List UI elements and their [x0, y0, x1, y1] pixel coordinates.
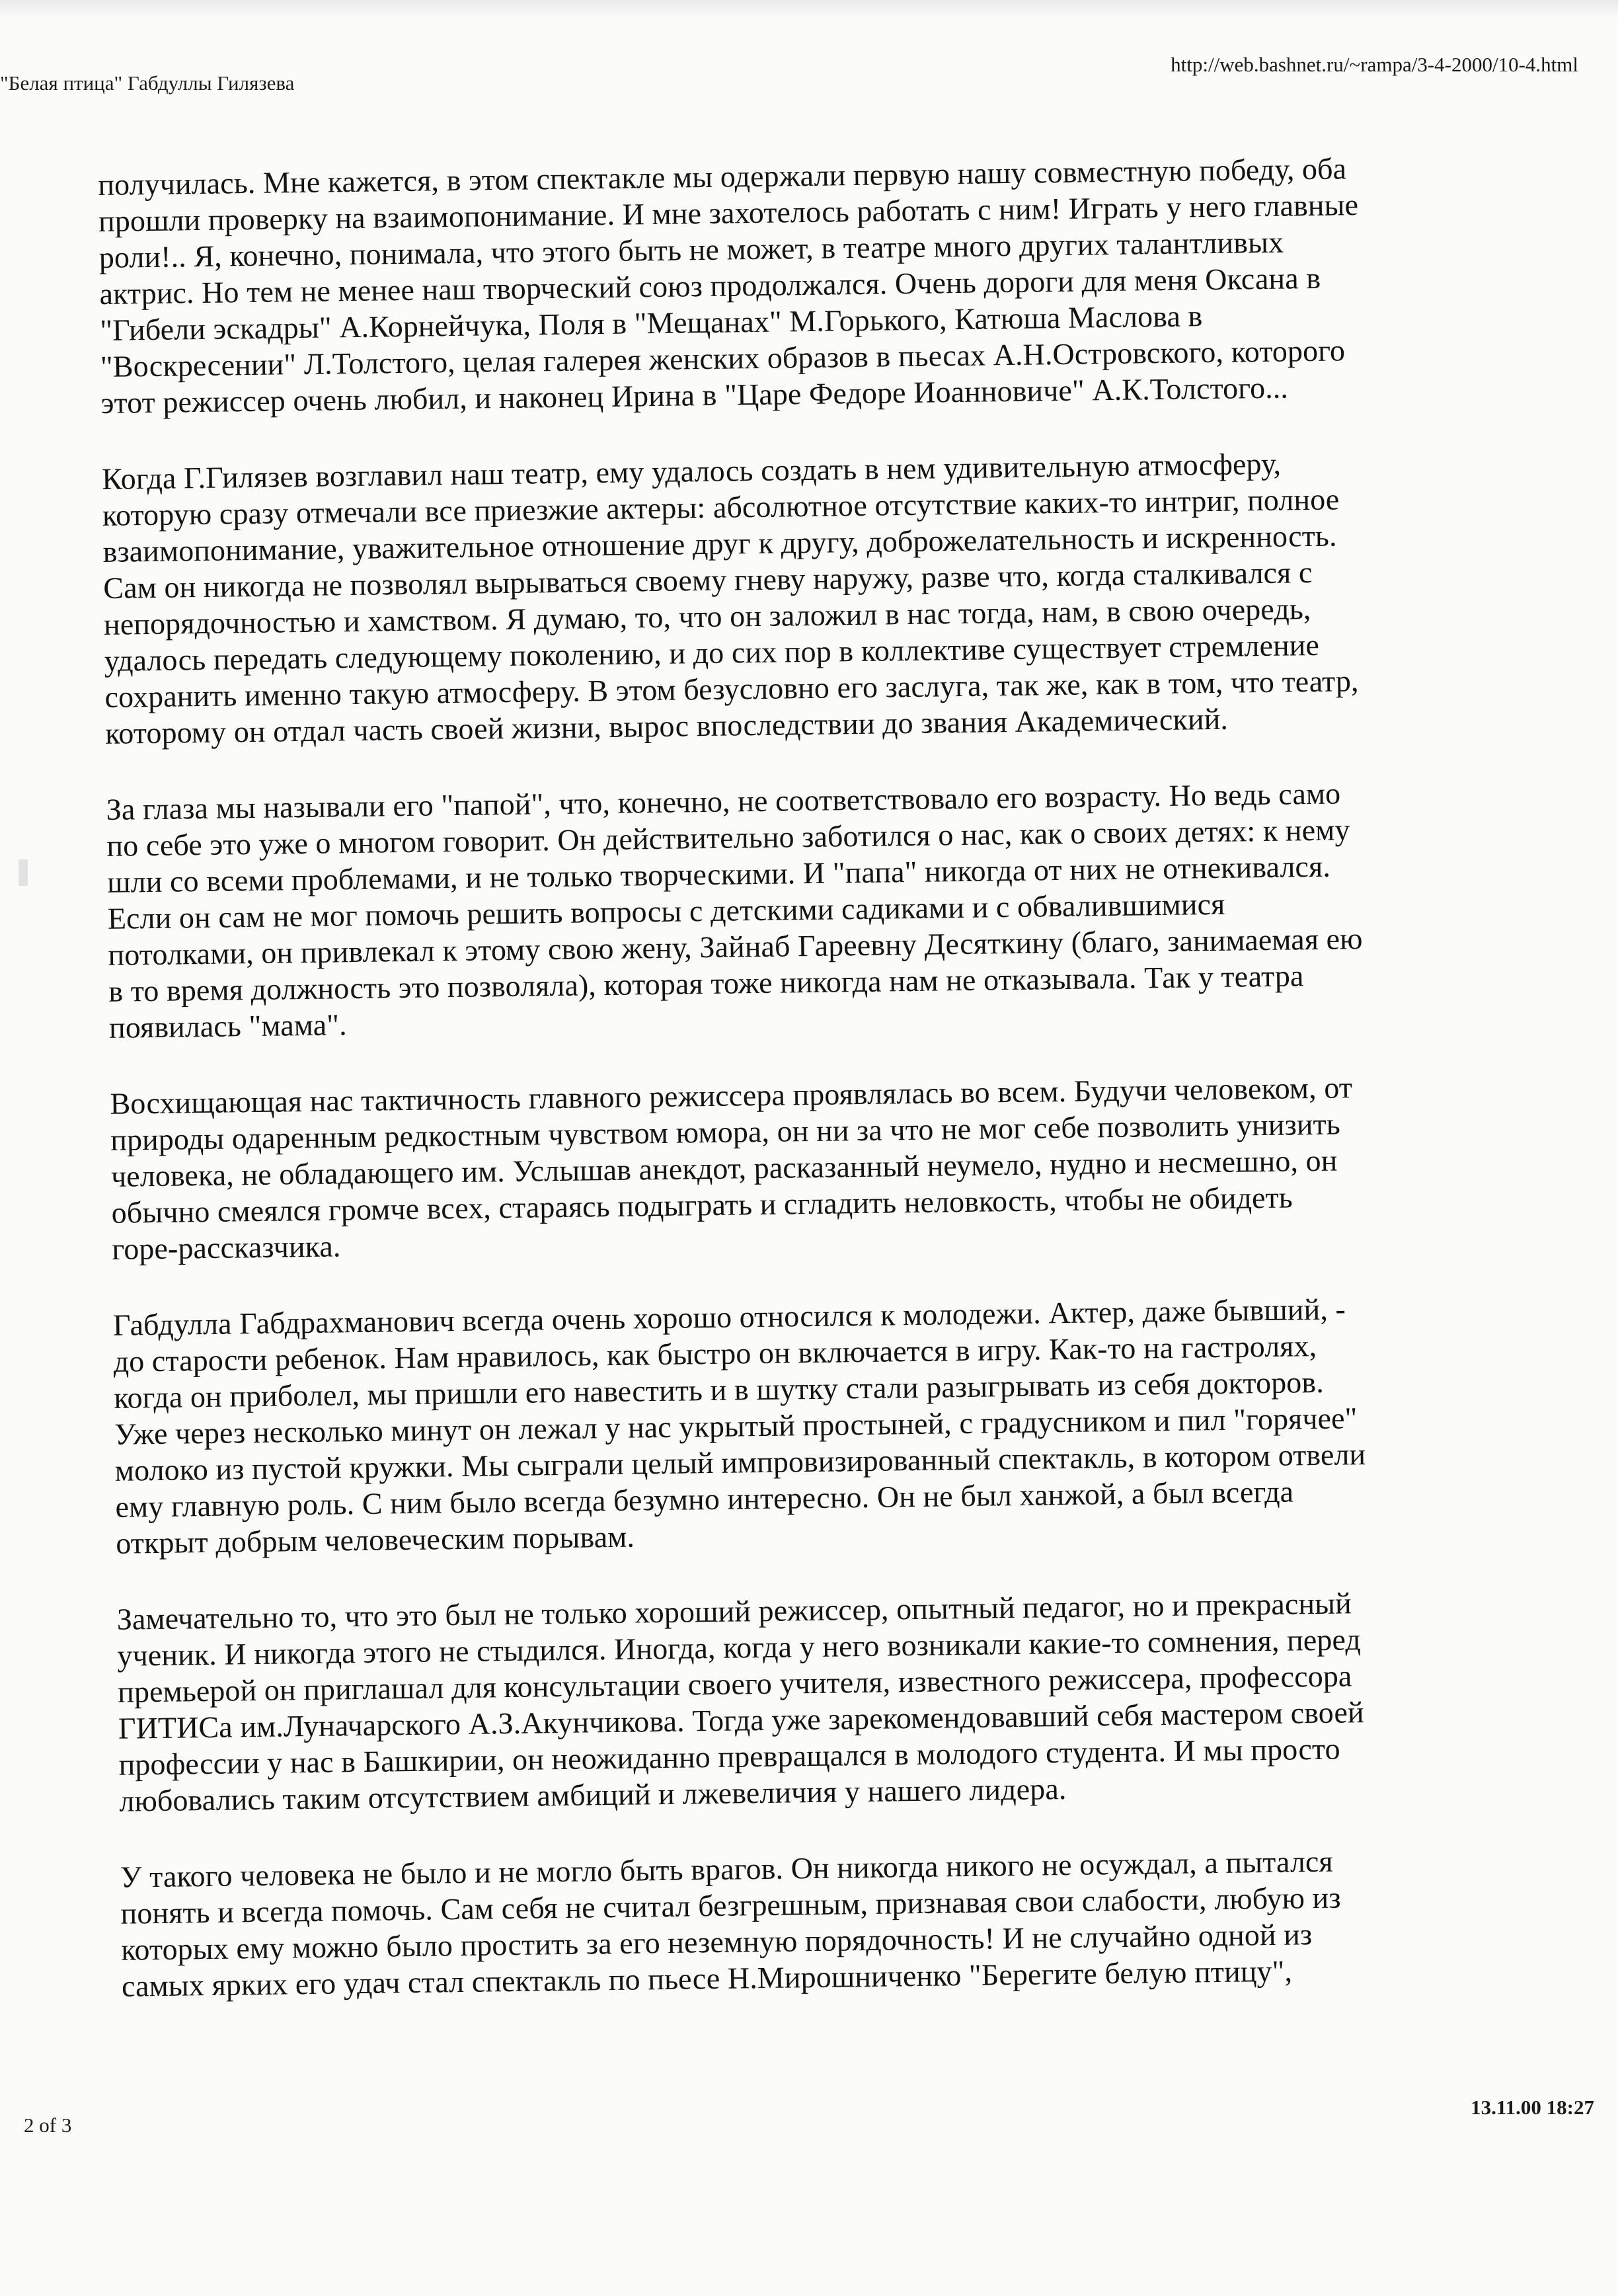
paragraph [102, 443, 1481, 752]
text-line: взаимопонимание, уважительное отношение друг к другу, доброжелательность и искренность. [102, 518, 1337, 569]
text-line: прошли проверку на взаимопонимание. И мне захотелось работать с ним! Играть у него главные [98, 188, 1359, 238]
print-datetime: 13.11.00 18:27 [1471, 2096, 1594, 2119]
text-line: актрис. Но тем не менее наш творческий союз продолжался. Очень дороги для меня Оксана в [99, 260, 1321, 311]
text-line: по себе это уже о многом говорит. Он действительно заботился о нас, как о своих детях: к нему [106, 812, 1350, 863]
text-line: Замечательно то, что это был не только хороший режиссер, опытный педагог, но и прекрасный [116, 1586, 1352, 1636]
text-line: За глаза мы называли его "папой", что, конечно, не соответствовало его возрасту. Но ведь само [106, 776, 1341, 826]
text-line: Габдулла Габдрахманович всегда очень хорошо относился к молодежи. Актер, даже бывший, - [112, 1292, 1346, 1342]
text-line: молоко из пустой кружки. Мы сыграли целый импровизированный спектакль, в котором отвели [114, 1437, 1366, 1487]
text-line: обычно смеялся громче всех, стараясь подыграть и сгладить неловкость, чтобы не обидеть [111, 1180, 1293, 1230]
text-line: которых ему можно было простить за его неземную порядочность! И не случайно одной из [120, 1917, 1313, 1967]
text-line: Когда Г.Гилязев возглавил наш театр, ему удалось создать в нем удивительную атмосферу, [101, 446, 1282, 496]
text-line: шли со всеми проблемами, и не только творческими. И "папа" никогда от них не отнекивался. [106, 849, 1331, 899]
text-line: роли!.. Я, конечно, понимала, что этого быть не может, в театре много других талантливых [98, 225, 1284, 274]
text-line: непорядочностью и хамством. Я думаю, то, что он заложил в нас тогда, нам, в свою очередь, [103, 592, 1311, 641]
text-line: которому он отдал часть своей жизни, вырос впоследствии до звания Академический. [104, 701, 1229, 750]
text-line: премьерой он приглашал для консультации своего учителя, известного режиссера, профессора [117, 1659, 1352, 1709]
text-line: удалось передать следующему поколению, и до сих пор в коллективе существует стремление [104, 627, 1320, 678]
page-number: 2 of 3 [24, 2114, 72, 2137]
text-line: понять и всегда помочь. Сам себя не считал безгрешным, признавая свои слабости, любую из [120, 1880, 1341, 1930]
text-line: появилась "мама". [108, 1008, 348, 1045]
scan-margin-mark [19, 859, 28, 886]
text-line: "Воскресении" Л.Толстого, целая галерея женских образов в пьесах А.Н.Островского, которого [100, 333, 1346, 383]
text-line: которую сразу отмечали все приезжие актеры: абсолютное отсутствие каких-то интриг, полное [102, 482, 1340, 532]
text-line: ему главную роль. С ним было всегда безумно интересно. Он не был ханжой, а был всегда [115, 1474, 1294, 1524]
text-line: "Гибели эскадры" А.Корнейчука, Поля в "Мещанах" М.Горького, Катюша Маслова в [99, 299, 1203, 347]
text-line: в то время должность это позволяла), которая тоже никогда нам не отказывала. Так у театра [108, 959, 1304, 1008]
text-line: У такого человека не было и не могло быть врагов. Он никогда никого не осуждал, а пытался [120, 1844, 1334, 1894]
text-line: человека, не обладающего им. Услышав анекдот, расказанный неумело, нудно и несмешно, он [110, 1143, 1338, 1193]
text-line: потолками, он привлекал к этому свою жену, Зайнаб Гареевну Десяткину (благо, занимаемая ею [108, 922, 1363, 972]
page-header-url: http://web.bashnet.ru/~rampa/3-4-2000/10-4.html [1171, 53, 1578, 76]
paragraph [106, 773, 1484, 1046]
text-line: сохранить именно такую атмосферу. В этом безусловно его заслуга, так же, как в том, что театр, [104, 664, 1359, 714]
scan-edge [0, 0, 1618, 19]
article-body [98, 149, 1497, 2044]
paragraph [110, 1068, 1486, 1267]
text-line: получилась. Мне кажется, в этом спектакле мы одержали первую нашу совместную победу, оба [98, 151, 1347, 202]
text-line: ученик. И никогда этого не стыдился. Иногда, когда у него возникали какие-то сомнения, перед [117, 1622, 1362, 1673]
text-line: любовались таким отсутствием амбиций и лжевеличия у нашего лидера. [119, 1772, 1067, 1818]
text-line: горе-рассказчика. [112, 1229, 341, 1266]
text-line: Уже через несколько минут он лежал у нас укрытый простыней, с градусником и пил "горячее" [114, 1401, 1358, 1451]
paragraph [116, 1583, 1494, 1819]
text-line: профессии у нас в Башкирии, он неожиданно превращался в молодого студента. И мы просто [118, 1731, 1340, 1782]
text-line: до старости ребенок. Нам нравилось, как быстро он включается в игру. Как-то на гастролях, [113, 1329, 1317, 1378]
text-line: когда он приболел, мы пришли его навестить и в шутку стали разыгрывать из себя докторов. [114, 1365, 1325, 1415]
paragraph [98, 149, 1476, 421]
text-line: самых ярких его удач стал спектакль по пьесе Н.Мирошниченко "Берегите белую птицу", [121, 1954, 1293, 2003]
text-line: природы одаренным редкостным чувством юмора, он ни за что не мог себе позволить унизить [110, 1107, 1341, 1157]
text-line: ГИТИСа им.Луначарского А.З.Акунчикова. Тогда уже зарекомендовавший себя мастером своей [118, 1695, 1364, 1745]
paragraph [113, 1289, 1491, 1562]
text-line: этот режиссер очень любил, и наконец Ирина в "Царе Федоре Иоанновиче" А.К.Толстого... [100, 370, 1289, 420]
text-line: открыт добрым человеческим порывам. [115, 1519, 635, 1560]
page-header-title: "Белая птица" Габдуллы Гилязева [0, 71, 295, 95]
paragraph [120, 1841, 1497, 2004]
text-line: Если он сам не мог помочь решить вопросы с детскими садиками и с обвалившимися [107, 887, 1225, 935]
text-line: Восхищающая нас тактичность главного режиссера проявлялась во всем. Будучи человеком, от [110, 1070, 1353, 1121]
text-line: Сам он никогда не позволял вырываться своему гневу наружу, разве что, когда сталкивался с [103, 555, 1313, 605]
